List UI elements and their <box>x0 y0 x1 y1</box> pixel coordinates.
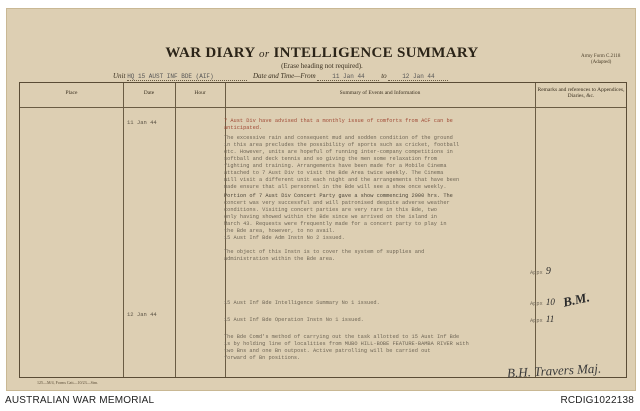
date-time-label: Date and Time—From <box>252 72 316 80</box>
form-number-line2: (Adapted) <box>591 60 612 65</box>
form-number <box>581 54 620 66</box>
unit-value: HQ 15 AUST INF BDE (AIF) <box>127 73 247 81</box>
summary-line: forward of Bn positions. <box>224 355 301 361</box>
summary-line: softball and deck tennis and so giving the men some relaxation from <box>224 156 437 162</box>
summary-line: concert was very successful and will patronised despite adverse weather <box>224 200 450 206</box>
form-number-line1: Army Form C.2118 <box>581 54 621 59</box>
summary-line: attached to 7 Aust Div to visit the Bde Area twice weekly. The Cinema <box>224 170 444 176</box>
summary-line: 15 Aust Inf Bde Operation Instn No 1 issued. <box>224 317 364 323</box>
record-id: RCDIG1022138 <box>560 395 634 406</box>
column-header-hour: Hour <box>194 90 206 96</box>
entry-date: 12 Jan 44 <box>127 311 157 318</box>
summary-line: administration within the Bde area. <box>224 256 336 262</box>
entry-date: 11 Jan 44 <box>127 119 157 126</box>
summary-line: 7 Aust Div have advised that a monthly issue of comforts from ACF can be <box>224 118 453 124</box>
summary-line: 15 Aust Inf Bde Adm Instn No 2 issued. <box>224 235 345 241</box>
column-divider <box>175 83 176 377</box>
appendix-ref <box>530 297 555 307</box>
summary-line: conditions. Visiting concert parties are very rare in this Bde, two <box>224 207 437 213</box>
summary-line: the Bde area, however, to no avail. <box>224 228 336 234</box>
date-to-label: to <box>381 72 387 80</box>
summary-line: The object of this Instn is to cover the system of supplies and <box>224 249 425 255</box>
column-header-date: Date <box>143 90 155 96</box>
appx-label: Appx <box>530 318 543 324</box>
column-divider <box>535 83 536 377</box>
signature-handwritten: B.H. Travers Maj. <box>506 360 602 381</box>
date-to-value: 12 Jan 44 <box>388 73 448 81</box>
summary-line: is by holding line of localities from MUBO HILL-BOBE FEATURE-BAMBA RIVER with <box>224 341 469 347</box>
column-divider <box>123 83 124 377</box>
column-header-place: Place <box>65 90 78 96</box>
appx-number: 10 <box>545 297 555 307</box>
page-title <box>7 45 637 62</box>
initials-handwritten: B.M. <box>561 289 591 310</box>
summary-line: etc. However, units are hopeful of running inter-company competitions in <box>224 149 453 155</box>
summary-line: Portion of 7 Aust Div Concert Party gave a show commencing 2000 hrs. The <box>224 193 453 199</box>
subtitle: (Erase heading not required). <box>281 62 363 70</box>
summary-line: two Bns and one Bn outpost. Active patrolling will be carried out <box>224 348 431 354</box>
date-from-value: 11 Jan 44 <box>317 73 379 81</box>
archive-credit: AUSTRALIAN WAR MEMORIAL <box>5 395 155 406</box>
summary-line: in this area precludes the possibility of sports such as cricket, football <box>224 142 460 148</box>
summary-line: The excessive rain and consequent mud and sodden condition of the ground <box>224 135 453 141</box>
unit-line <box>113 72 448 81</box>
summary-line: only having showed within the Bde since we arrived on the island in <box>224 214 437 220</box>
header-divider <box>20 107 626 108</box>
appx-label: Appx <box>530 301 543 307</box>
summary-line: March 43. Requests were frequently made for a concert party to play in <box>224 221 447 227</box>
title-or: or <box>259 48 270 60</box>
summary-line: The Bde Comd's method of carrying out the task allotted to 15 Aust Inf Bde <box>224 334 460 340</box>
appx-number: 9 <box>545 266 551 277</box>
summary-line: fighting and training. Arrangements have been made for a Mobile Cinema <box>224 163 447 169</box>
title-intelligence-summary: INTELLIGENCE SUMMARY <box>273 45 479 61</box>
unit-label: Unit <box>113 72 126 80</box>
printer-note: 125—M/4, Forms Catt—10/23—Stm. <box>37 380 99 385</box>
diary-sheet <box>6 8 636 391</box>
summary-line: made ensure that all personnel in the Bde will see a show once weekly. <box>224 184 447 190</box>
appendix-ref <box>530 266 551 277</box>
appx-number: 11 <box>545 314 555 324</box>
column-header-summary: Summary of Events and Information <box>339 90 421 96</box>
title-war-diary: WAR DIARY <box>165 45 255 61</box>
column-header-remarks: Remarks and references to Appendices, Diaries, &c. <box>537 87 625 99</box>
appx-label: Appx <box>530 270 543 276</box>
summary-line: anticipated. <box>224 125 263 131</box>
summary-line: will visit a different unit each night and the arrangements that have been <box>224 177 460 183</box>
summary-line: 15 Aust Inf Bde Intelligence Summary No 1 issued. <box>224 300 380 306</box>
appendix-ref <box>530 314 554 324</box>
